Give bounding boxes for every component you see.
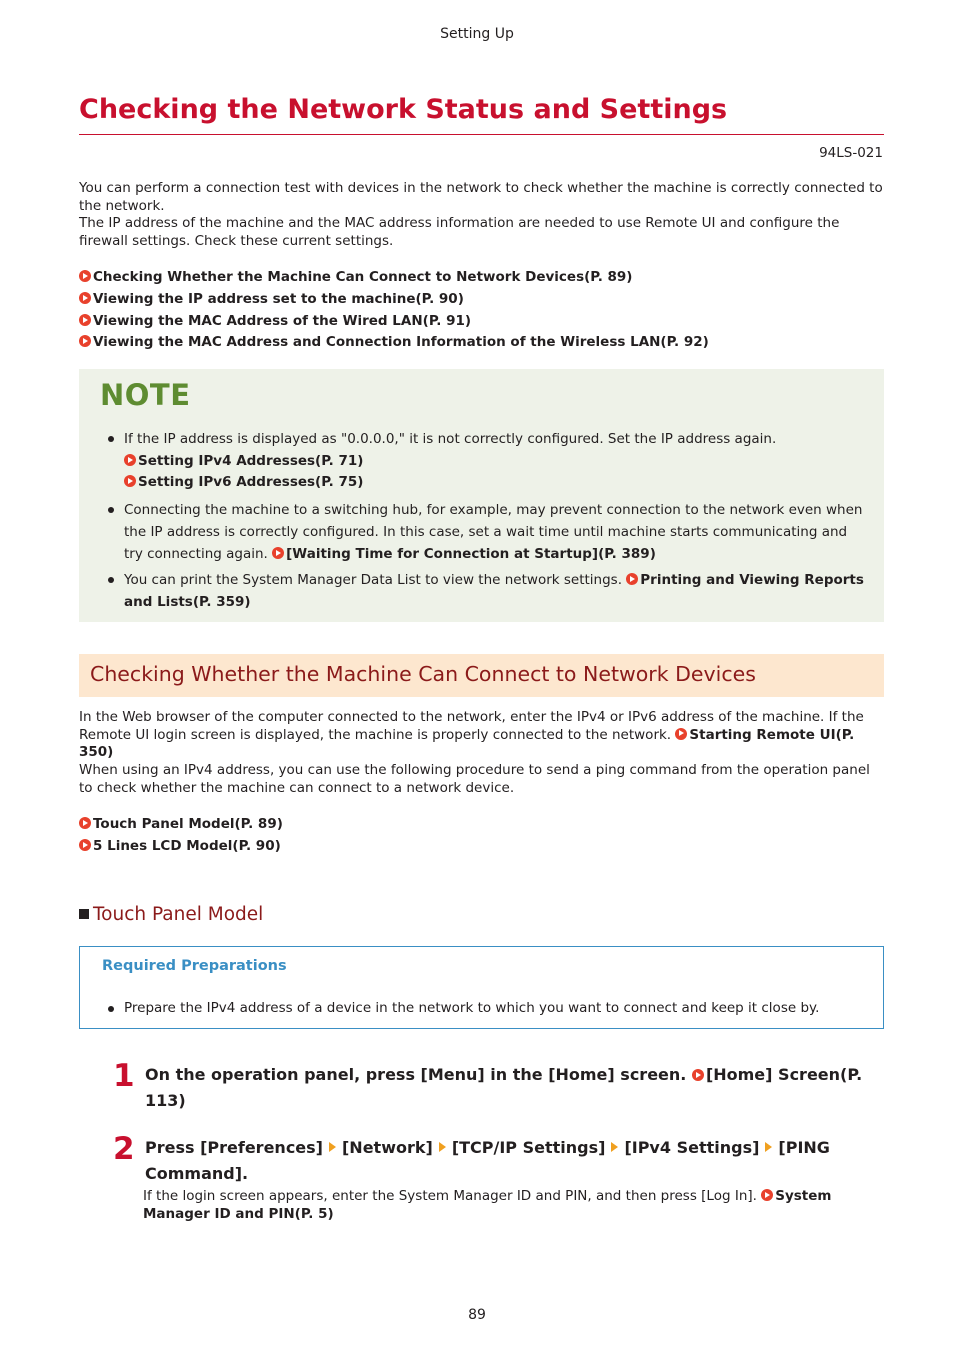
- intro-paragraph: [79, 180, 884, 250]
- step-number-2: 2: [113, 1131, 135, 1167]
- link-arrow-icon: [675, 728, 687, 740]
- step-1-text: [145, 1062, 885, 1114]
- link-arrow-icon: [124, 454, 136, 466]
- link-arrow-icon: [761, 1189, 773, 1201]
- link-check-connection[interactable]: [79, 269, 632, 285]
- step-2-part: [TCP/IP Settings]: [451, 1138, 606, 1157]
- link-label: [Waiting Time for Connection at Startup](P. 389): [286, 546, 656, 562]
- square-bullet-icon: [79, 909, 89, 919]
- step-2-detail-text: If the login screen appears, enter the System Manager ID and PIN, and then press [Log In].: [143, 1188, 757, 1204]
- link-5-lines-lcd[interactable]: [79, 838, 281, 854]
- step-2-part: Press [Preferences]: [145, 1138, 323, 1157]
- link-label: Printing and Viewing Reports and Lists(P. 359): [124, 572, 864, 610]
- link-touch-panel[interactable]: [79, 816, 283, 832]
- link-label: [Home] Screen(P. 113): [145, 1065, 863, 1110]
- note-item-2: [124, 499, 864, 565]
- link-arrow-icon: [79, 292, 91, 304]
- page-number: 89: [468, 1307, 486, 1323]
- link-arrow-icon: [124, 475, 136, 487]
- section-paragraph-1-text: In the Web browser of the computer connected to the network, enter the IPv4 or IPv6 address of the machine. If the Remote UI login screen is displayed, the machine is properly connected to the network.: [79, 709, 864, 743]
- link-view-ip[interactable]: [79, 291, 464, 307]
- link-label: Touch Panel Model(P. 89): [93, 816, 283, 832]
- doc-id: 94LS-021: [819, 145, 883, 161]
- intro-line-1: You can perform a connection test with devices in the network to check whether the machine is correctly connected to the network.: [79, 180, 883, 214]
- link-arrow-icon: [79, 270, 91, 282]
- link-label: 5 Lines LCD Model(P. 90): [93, 838, 281, 854]
- bullet-icon: [108, 1006, 114, 1012]
- link-ipv4[interactable]: [124, 450, 864, 472]
- bullet-icon: [108, 577, 114, 583]
- section-title: Checking Whether the Machine Can Connect to Network Devices: [90, 662, 756, 686]
- step-2-part: [PING: [778, 1138, 830, 1157]
- link-label: Setting IPv6 Addresses(P. 75): [138, 474, 364, 490]
- page-title: Checking the Network Status and Settings: [79, 94, 728, 125]
- link-arrow-icon: [272, 547, 284, 559]
- link-label: Checking Whether the Machine Can Connect to Network Devices(P. 89): [93, 269, 633, 285]
- note-item-1-text: If the IP address is displayed as "0.0.0.0," it is not correctly configured. Set the IP address again.: [124, 431, 777, 447]
- title-rule: [79, 134, 884, 135]
- link-ipv6[interactable]: [124, 471, 864, 493]
- bullet-icon: [108, 436, 114, 442]
- link-label: Setting IPv4 Addresses(P. 71): [138, 453, 364, 469]
- subsection-title-text: Touch Panel Model: [93, 904, 264, 925]
- note-item-3-text: You can print the System Manager Data List to view the network settings.: [124, 572, 622, 588]
- step-2-part: [IPv4 Settings]: [624, 1138, 760, 1157]
- menu-arrow-icon: [329, 1142, 336, 1152]
- running-header: Setting Up: [440, 26, 514, 42]
- step-1-instruction: On the operation panel, press [Menu] in the [Home] screen.: [145, 1065, 687, 1084]
- link-arrow-icon: [79, 817, 91, 829]
- link-arrow-icon: [79, 335, 91, 347]
- link-wired-mac[interactable]: [79, 313, 471, 329]
- step-2-text: [145, 1135, 885, 1187]
- step-number-1: 1: [113, 1058, 135, 1094]
- link-arrow-icon: [79, 839, 91, 851]
- step-2-part: Command].: [145, 1164, 249, 1183]
- required-preparations-title: Required Preparations: [102, 958, 287, 974]
- note-item-3: [124, 569, 864, 613]
- bullet-icon: [108, 507, 114, 513]
- note-item-2-text: Connecting the machine to a switching hub, for example, may prevent connection to the network even when the IP address is correctly configured. In this case, set a wait time until machine starts communicating and try connecting again.: [124, 502, 863, 562]
- link-wireless-mac[interactable]: [79, 334, 709, 350]
- link-label: System Manager ID and PIN(P. 5): [143, 1188, 832, 1222]
- menu-arrow-icon: [611, 1142, 618, 1152]
- intro-line-2: The IP address of the machine and the MAC address information are needed to use Remote UI and configure the firewall settings. Check these current settings.: [79, 215, 840, 249]
- link-waiting-time[interactable]: [272, 546, 656, 562]
- link-arrow-icon: [626, 573, 638, 585]
- required-preparations-item: Prepare the IPv4 address of a device in the network to which you want to connect and keep it close by.: [124, 1000, 820, 1016]
- note-item-1: [124, 428, 864, 493]
- link-label: Viewing the MAC Address of the Wired LAN(P. 91): [93, 313, 472, 329]
- section-paragraph-2: When using an IPv4 address, you can use the following procedure to send a ping command from the operation panel to check whether the machine can connect to a network device.: [79, 762, 870, 796]
- step-2-detail: [143, 1187, 863, 1223]
- menu-arrow-icon: [439, 1142, 446, 1152]
- link-arrow-icon: [79, 314, 91, 326]
- link-arrow-icon: [692, 1069, 704, 1081]
- note-title: NOTE: [100, 378, 191, 412]
- subsection-title: [79, 904, 263, 925]
- link-label: Viewing the MAC Address and Connection Information of the Wireless LAN(P. 92): [93, 334, 709, 350]
- link-label: Starting Remote UI(P. 350): [79, 726, 855, 760]
- section-paragraph-1: [79, 709, 884, 762]
- menu-arrow-icon: [765, 1142, 772, 1152]
- link-label: Viewing the IP address set to the machine(P. 90): [93, 291, 464, 307]
- step-2-part: [Network]: [341, 1138, 433, 1157]
